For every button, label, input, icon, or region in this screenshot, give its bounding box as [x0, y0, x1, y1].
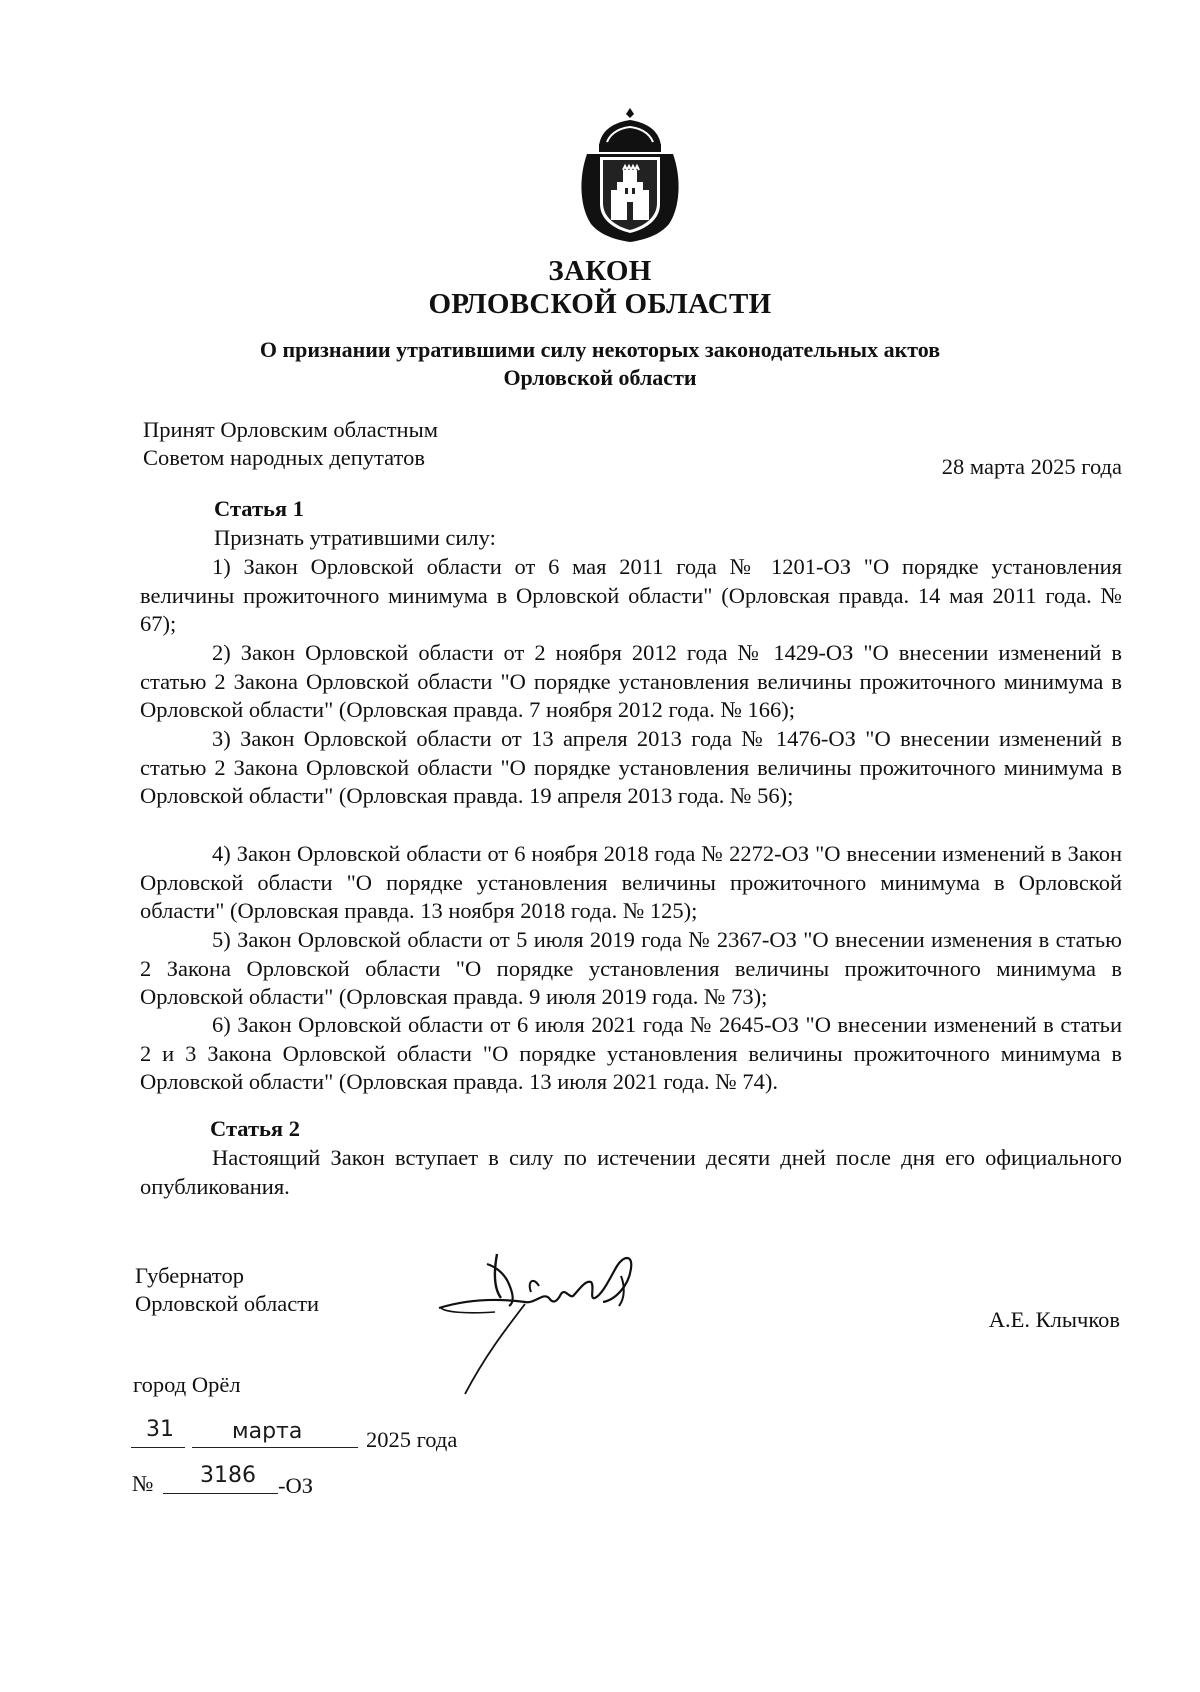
- article1-item: 6) Закон Орловской области от 6 июля 2021 года № 2645-ОЗ "О внесении изменений в статьи 2 и 3 Закона Орловской области "О порядке установления величины прожиточного минимума в Орловской области" (Орловская правда. 13 июля 2021 года. № 74).: [140, 1012, 1122, 1095]
- adoption-line1: Принят Орловским областным: [143, 417, 438, 442]
- signatory-role-line2: Орловской области: [135, 1291, 320, 1316]
- day-underline: [131, 1447, 185, 1448]
- signatory-role-line1: Губернатор: [135, 1263, 244, 1288]
- article1-item: 1) Закон Орловской области от 6 мая 2011 года № 1201-ОЗ "О порядке установления величины прожиточного минимума в Орловской области" (Орловская правда. 14 мая 2011 года. № 67);: [140, 554, 1122, 637]
- law-number: 3186: [200, 1463, 256, 1488]
- signatory-name: А.Е. Клычков: [988, 1307, 1120, 1332]
- article2-text: Настоящий Закон вступает в силу по истечении десяти дней после дня его официального опубликования.: [140, 1145, 1122, 1199]
- month-underline: [192, 1447, 358, 1448]
- article1-item: 4) Закон Орловской области от 6 ноября 2018 года № 2272-ОЗ "О внесении изменений в Закон Орловской области "О порядке установления величины прожиточного минимума в Орловской области" (Орловская правда. 13 ноября 2018 года. № 125);: [140, 841, 1122, 924]
- article1-item: 2) Закон Орловской области от 2 ноября 2012 года № 1429-ОЗ "О внесении изменений в статью 2 Закона Орловской области "О порядке установления величины прожиточного минимума в Орловской области" (Орловская правда. 7 ноября 2012 года. № 166);: [140, 640, 1122, 723]
- number-underline: [163, 1493, 278, 1494]
- adoption-line2: Советом народных депутатов: [143, 445, 425, 470]
- article2-heading: Статья 2: [210, 1116, 300, 1141]
- signing-year: 2025 года: [366, 1427, 458, 1452]
- article1-item: 3) Закон Орловской области от 13 апреля 2013 года № 1476-ОЗ "О внесении изменений в статью 2 Закона Орловской области "О порядке установления величины прожиточного минимума в Орловской области" (Орловская правда. 19 апреля 2013 года. № 56);: [140, 726, 1122, 809]
- law-title-line1: ЗАКОН: [548, 255, 652, 287]
- coat-of-arms-icon: [577, 106, 683, 244]
- adoption-date: 28 марта 2025 года: [941, 454, 1122, 479]
- handwritten-signature: [435, 1246, 660, 1396]
- number-suffix: -ОЗ: [278, 1473, 314, 1498]
- number-prefix: №: [132, 1471, 154, 1496]
- article1-intro: Признать утратившими силу:: [214, 525, 496, 550]
- signing-day: 31: [146, 1417, 174, 1442]
- article1-item: 5) Закон Орловской области от 5 июля 2019 года № 2367-ОЗ "О внесении изменения в статью 2 Закона Орловской области "О порядке установления величины прожиточного минимума в Орловской области" (Орловская правда. 9 июля 2019 года. № 73);: [140, 927, 1122, 1010]
- article1-heading: Статья 1: [214, 496, 304, 521]
- signing-month: марта: [232, 1419, 303, 1444]
- signing-place: город Орёл: [133, 1372, 241, 1397]
- law-subtitle-line1: О признании утратившими силу некоторых законодательных актов: [259, 337, 941, 362]
- law-title-line2: ОРЛОВСКОЙ ОБЛАСТИ: [428, 288, 772, 320]
- law-subtitle-line2: Орловской области: [503, 365, 697, 390]
